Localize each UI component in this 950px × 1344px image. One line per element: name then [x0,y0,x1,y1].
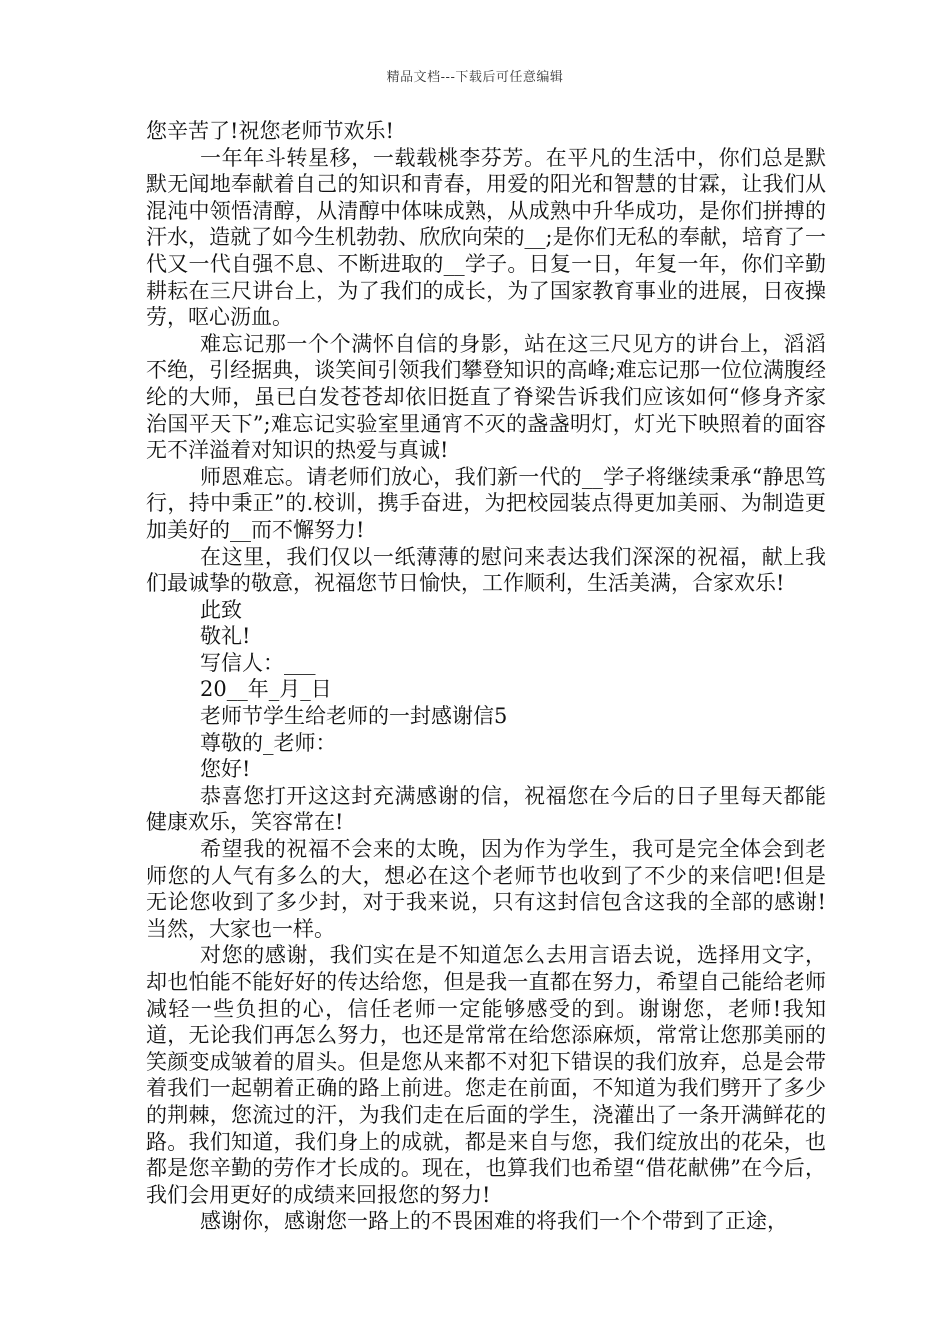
greeting-hello: 您好! [200,757,251,782]
page-header: 精品文档---下载后可任意编辑 [386,70,564,85]
paragraph: 师恩难忘。请老师们放心，我们新一代的__学子将继续秉承“静思笃行，持中秉正”的.校训，携手奋进，为把校园装点得更加美丽、为制造更加美好的__而不懈努力! [146,464,826,542]
signature-line: 写信人：___ [200,650,316,675]
paragraph: 一年年斗转星移，一载载桃李芬芳。在平凡的生活中，你们总是默默无闻地奉献着自己的知识和青春，用爱的阳光和智慧的甘霖，让我们从混沌中领悟清醇，从清醇中体味成熟，从成熟中升华成功，是你们拼搏的汗水，造就了如今生机勃勃、欣欣向荣的__;是你们无私的奉献，培育了一代又一代自强不息、不断进取的__学子。日复一日，年复一年，你们辛勤耕耘在三尺讲台上，为了我们的成长，为了国家教育事业的进展，日夜操劳，呕心沥血。 [146,145,826,330]
paragraph: 在这里，我们仅以一纸薄薄的慰问来表达我们深深的祝福，献上我们最诚挚的敬意，祝福您节日愉快，工作顺利，生活美满，合家欢乐! [146,544,826,596]
salutation-jing-li: 敬礼! [200,624,251,649]
paragraph: 对您的感谢，我们实在是不知道怎么去用言语去说，选择用文字，却也怕能不能好好的传达给您，但是我一直都在努力，希望自己能给老师减轻一些负担的心，信任老师一定能够感受的到。谢谢您，老师!我知道，无论我们再怎么努力，也还是常常在给您添麻烦，常常让您那美丽的笑颜变成皱着的眉头。但是您从来都不对犯下错误的我们放弃，总是会带着我们一起朝着正确的路上前进。您走在前面，不知道为我们劈开了多少的荆棘，您流过的汗，为我们走在后面的学生，浇灌出了一条开满鲜花的路。我们知道，我们身上的成就，都是来自与您，我们绽放出的花朵，也都是您辛勤的劳作才长成的。现在，也算我们也希望“借花献佛”在今后，我们会用更好的成绩来回报您的努力! [146,943,826,1207]
greeting-addressee: 尊敬的_老师： [200,730,337,755]
paragraph: 感谢你，感谢您一路上的不畏困难的将我们一个个带到了正途， [200,1209,788,1234]
letter-body [146,118,826,1235]
date-line: 20__年_月_日 [200,677,332,702]
paragraph: 恭喜您打开这这封充满感谢的信，祝福您在今后的日子里每天都能健康欢乐，笑容常在! [146,783,826,835]
closing-line: 您辛苦了!祝您老师节欢乐! [146,119,394,143]
section-title: 老师节学生给老师的一封感谢信5 [200,704,508,729]
paragraph: 难忘记那一个个满怀自信的身影，站在这三尺见方的讲台上，滔滔不绝，引经据典，谈笑间引领我们攀登知识的高峰;难忘记那一位位满腹经纶的大师，虽已白发苍苍却依旧挺直了脊梁告诉我们应该如何“修身齐家治国平天下”;难忘记实验室里通宵不灭的盏盏明灯，灯光下映照着的面容无不洋溢着对知识的热爱与真诚! [146,331,826,463]
paragraph: 希望我的祝福不会来的太晚，因为作为学生，我可是完全体会到老师您的人气有多么的大，想必在这个老师节也收到了不少的来信吧!但是无论您收到了多少封，对于我来说，只有这封信包含这我的全部的感谢!当然，大家也一样。 [146,837,826,941]
salutation-ci-zhi: 此致 [200,597,242,622]
